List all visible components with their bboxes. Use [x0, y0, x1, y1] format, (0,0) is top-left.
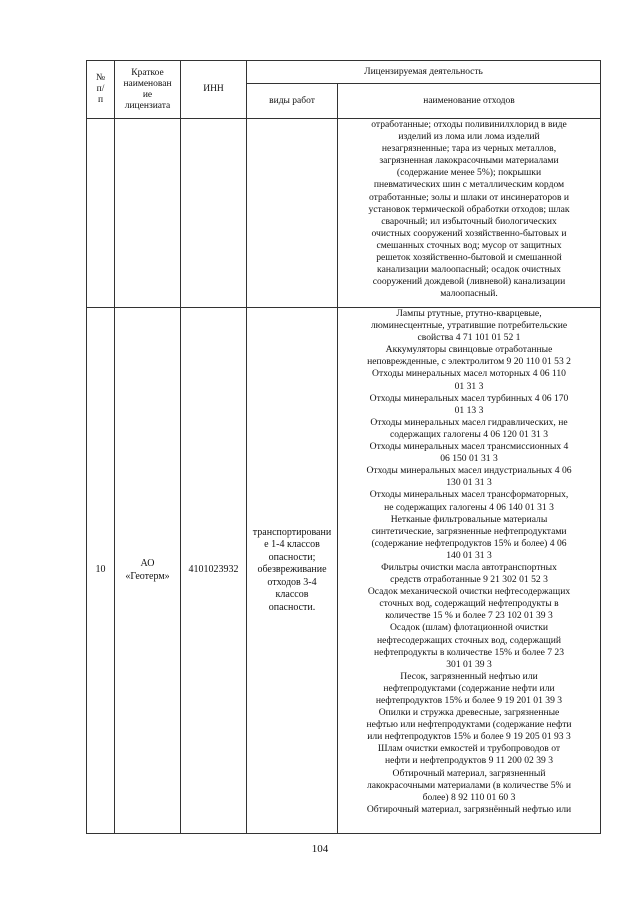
waste-line: сварочный; ил избыточный биологических	[381, 215, 557, 227]
waste-line: малоопасный.	[440, 288, 498, 300]
waste-line: Обтирочный материал, загрязненный	[392, 767, 546, 779]
waste-line: канализации малоопасный; осадок очистных	[377, 264, 561, 276]
waste-line: Отходы минеральных масел моторных 4 06 110	[372, 368, 566, 380]
waste-line: Отходы минеральных масел индустриальных 4 06	[366, 465, 572, 477]
waste-line: 130 01 31 3	[446, 477, 492, 489]
table-row	[87, 308, 601, 834]
waste-line: свойства 4 71 101 01 52 1	[417, 332, 521, 344]
waste-line: Аккумуляторы свинцовые отработанные	[385, 344, 553, 356]
waste-line: синтетические, загрязненные нефтепродуктами	[371, 525, 567, 537]
header-inn: ИНН	[181, 61, 247, 119]
waste-line: сооружений дождевой (ливневой) канализации	[372, 276, 566, 288]
header-work-types: виды работ	[247, 84, 338, 119]
waste-line: (содержание менее 5%); покрышки	[396, 167, 542, 179]
waste-line: неповрежденные, с электролитом 9 20 110 01 53 2	[367, 356, 571, 368]
waste-line: Лампы ртутные, ртутно-кварцевые,	[396, 308, 542, 319]
waste-line: Фильтры очистки масла автотранспортных	[381, 561, 557, 573]
page-number: 104	[311, 843, 329, 855]
cell-num: 10	[87, 308, 115, 834]
cell-work-types: транспортировани е 1-4 классов опасности; обезвреживание отходов 3-4 классов опасности.	[247, 308, 338, 834]
waste-line: Отходы минеральных масел турбинных 4 06 170	[369, 392, 569, 404]
waste-line: 140 01 31 3	[446, 549, 492, 561]
cell-work-types	[247, 119, 338, 308]
waste-line: (содержание нефтепродуктов 15% и более) 4 06	[371, 537, 567, 549]
waste-line: Обтирочный материал, загрязнённый нефтью или	[366, 803, 572, 815]
waste-line: пневматических шин с металлическим кордом	[373, 179, 565, 191]
cell-waste-names	[338, 308, 601, 834]
cell-inn	[181, 119, 247, 308]
waste-line: смешанных сточных вод; мусор от защитных	[376, 239, 562, 251]
waste-line: отработанные; золы и шлаки от инсинераторов и	[368, 191, 570, 203]
waste-line: Песок, загрязненный нефтью или	[400, 670, 538, 682]
waste-line: Отходы минеральных масел трансмиссионных 4	[369, 441, 569, 453]
waste-line: средств отработанные 9 21 302 01 52 3	[390, 574, 548, 586]
waste-lines-row-10	[338, 308, 600, 816]
cell-licensee-name: АО «Геотерм»	[115, 308, 181, 834]
waste-line: Осадок (шлам) флотационной очистки	[390, 622, 549, 634]
header-waste-names: наименование отходов	[338, 84, 601, 119]
waste-line: Опилки и стружка древесные, загрязненные	[378, 707, 560, 719]
waste-line: Шлам очистки емкостей и трубопроводов от	[377, 743, 561, 755]
waste-line: Отходы минеральных масел гидравлических, не	[370, 416, 568, 428]
header-num: № п/ п	[87, 61, 115, 119]
waste-line: люминесцентные, утратившие потребительские	[370, 320, 568, 332]
waste-line: лакокрасочными материалами (в количестве 5% и	[366, 779, 572, 791]
header-licensed-activity: Лицензируемая деятельность	[247, 61, 601, 84]
waste-line: более) 8 92 110 01 60 3	[422, 791, 516, 803]
cell-num	[87, 119, 115, 308]
waste-line: сточных вод, содержащий нефтепродукты в	[379, 598, 559, 610]
waste-line: или нефтепродуктов 15% и более 9 19 205 01 93 3	[367, 731, 571, 743]
waste-line: изделий из лома или лома изделий	[398, 131, 540, 143]
waste-line: нефтью или нефтепродуктами (содержание нефти	[366, 719, 572, 731]
waste-line: нефтепродуктами (содержание нефти или	[383, 682, 555, 694]
waste-line: очистных сооружений хозяйственно-бытовых и	[371, 227, 567, 239]
cell-licensee-name	[115, 119, 181, 308]
waste-line: нефтесодержащих сточных вод, содержащий	[376, 634, 562, 646]
waste-line: нефти и нефтепродуктов 9 11 200 02 39 3	[384, 755, 554, 767]
waste-line: 301 01 39 3	[446, 658, 492, 670]
waste-line: 06 150 01 31 3	[440, 453, 498, 465]
waste-line: нефтепродуктов 15% и более 9 19 201 01 39 3	[375, 695, 563, 706]
waste-line: установок термической обработки отходов; шлак	[368, 203, 570, 215]
waste-line: решеток хозяйственно-бытовой и смешанной	[376, 252, 562, 264]
waste-line: не содержащих галогены 4 06 140 01 31 3	[384, 501, 554, 513]
waste-line: Осадок механической очистки нефтесодержащих	[367, 586, 571, 598]
waste-line: нефтепродукты в количестве 15% и более 7 23	[373, 646, 565, 658]
waste-line: Нетканые фильтровальные материалы	[390, 513, 548, 525]
header-licensee-name: Краткое наименован ие лицензиата	[115, 61, 181, 119]
waste-lines-continued	[338, 119, 600, 300]
waste-line: отработанные; отходы поливинилхлорид в виде	[371, 119, 567, 130]
waste-line: загрязненная лакокрасочными материалами	[379, 155, 559, 167]
waste-line: 01 13 3	[454, 404, 484, 416]
cell-inn: 4101023932	[181, 308, 247, 834]
waste-line: Отходы минеральных масел трансформаторных,	[369, 489, 569, 501]
cell-waste-names	[338, 119, 601, 308]
waste-line: 01 31 3	[454, 380, 484, 392]
waste-line: количестве 15 % и более 7 23 102 01 39 3	[385, 610, 553, 622]
waste-line: незагрязненные; тара из черных металлов,	[381, 143, 557, 155]
waste-line: содержащих галогены 4 06 120 01 31 3	[390, 428, 548, 440]
table-row	[87, 119, 601, 308]
license-table	[86, 60, 601, 834]
